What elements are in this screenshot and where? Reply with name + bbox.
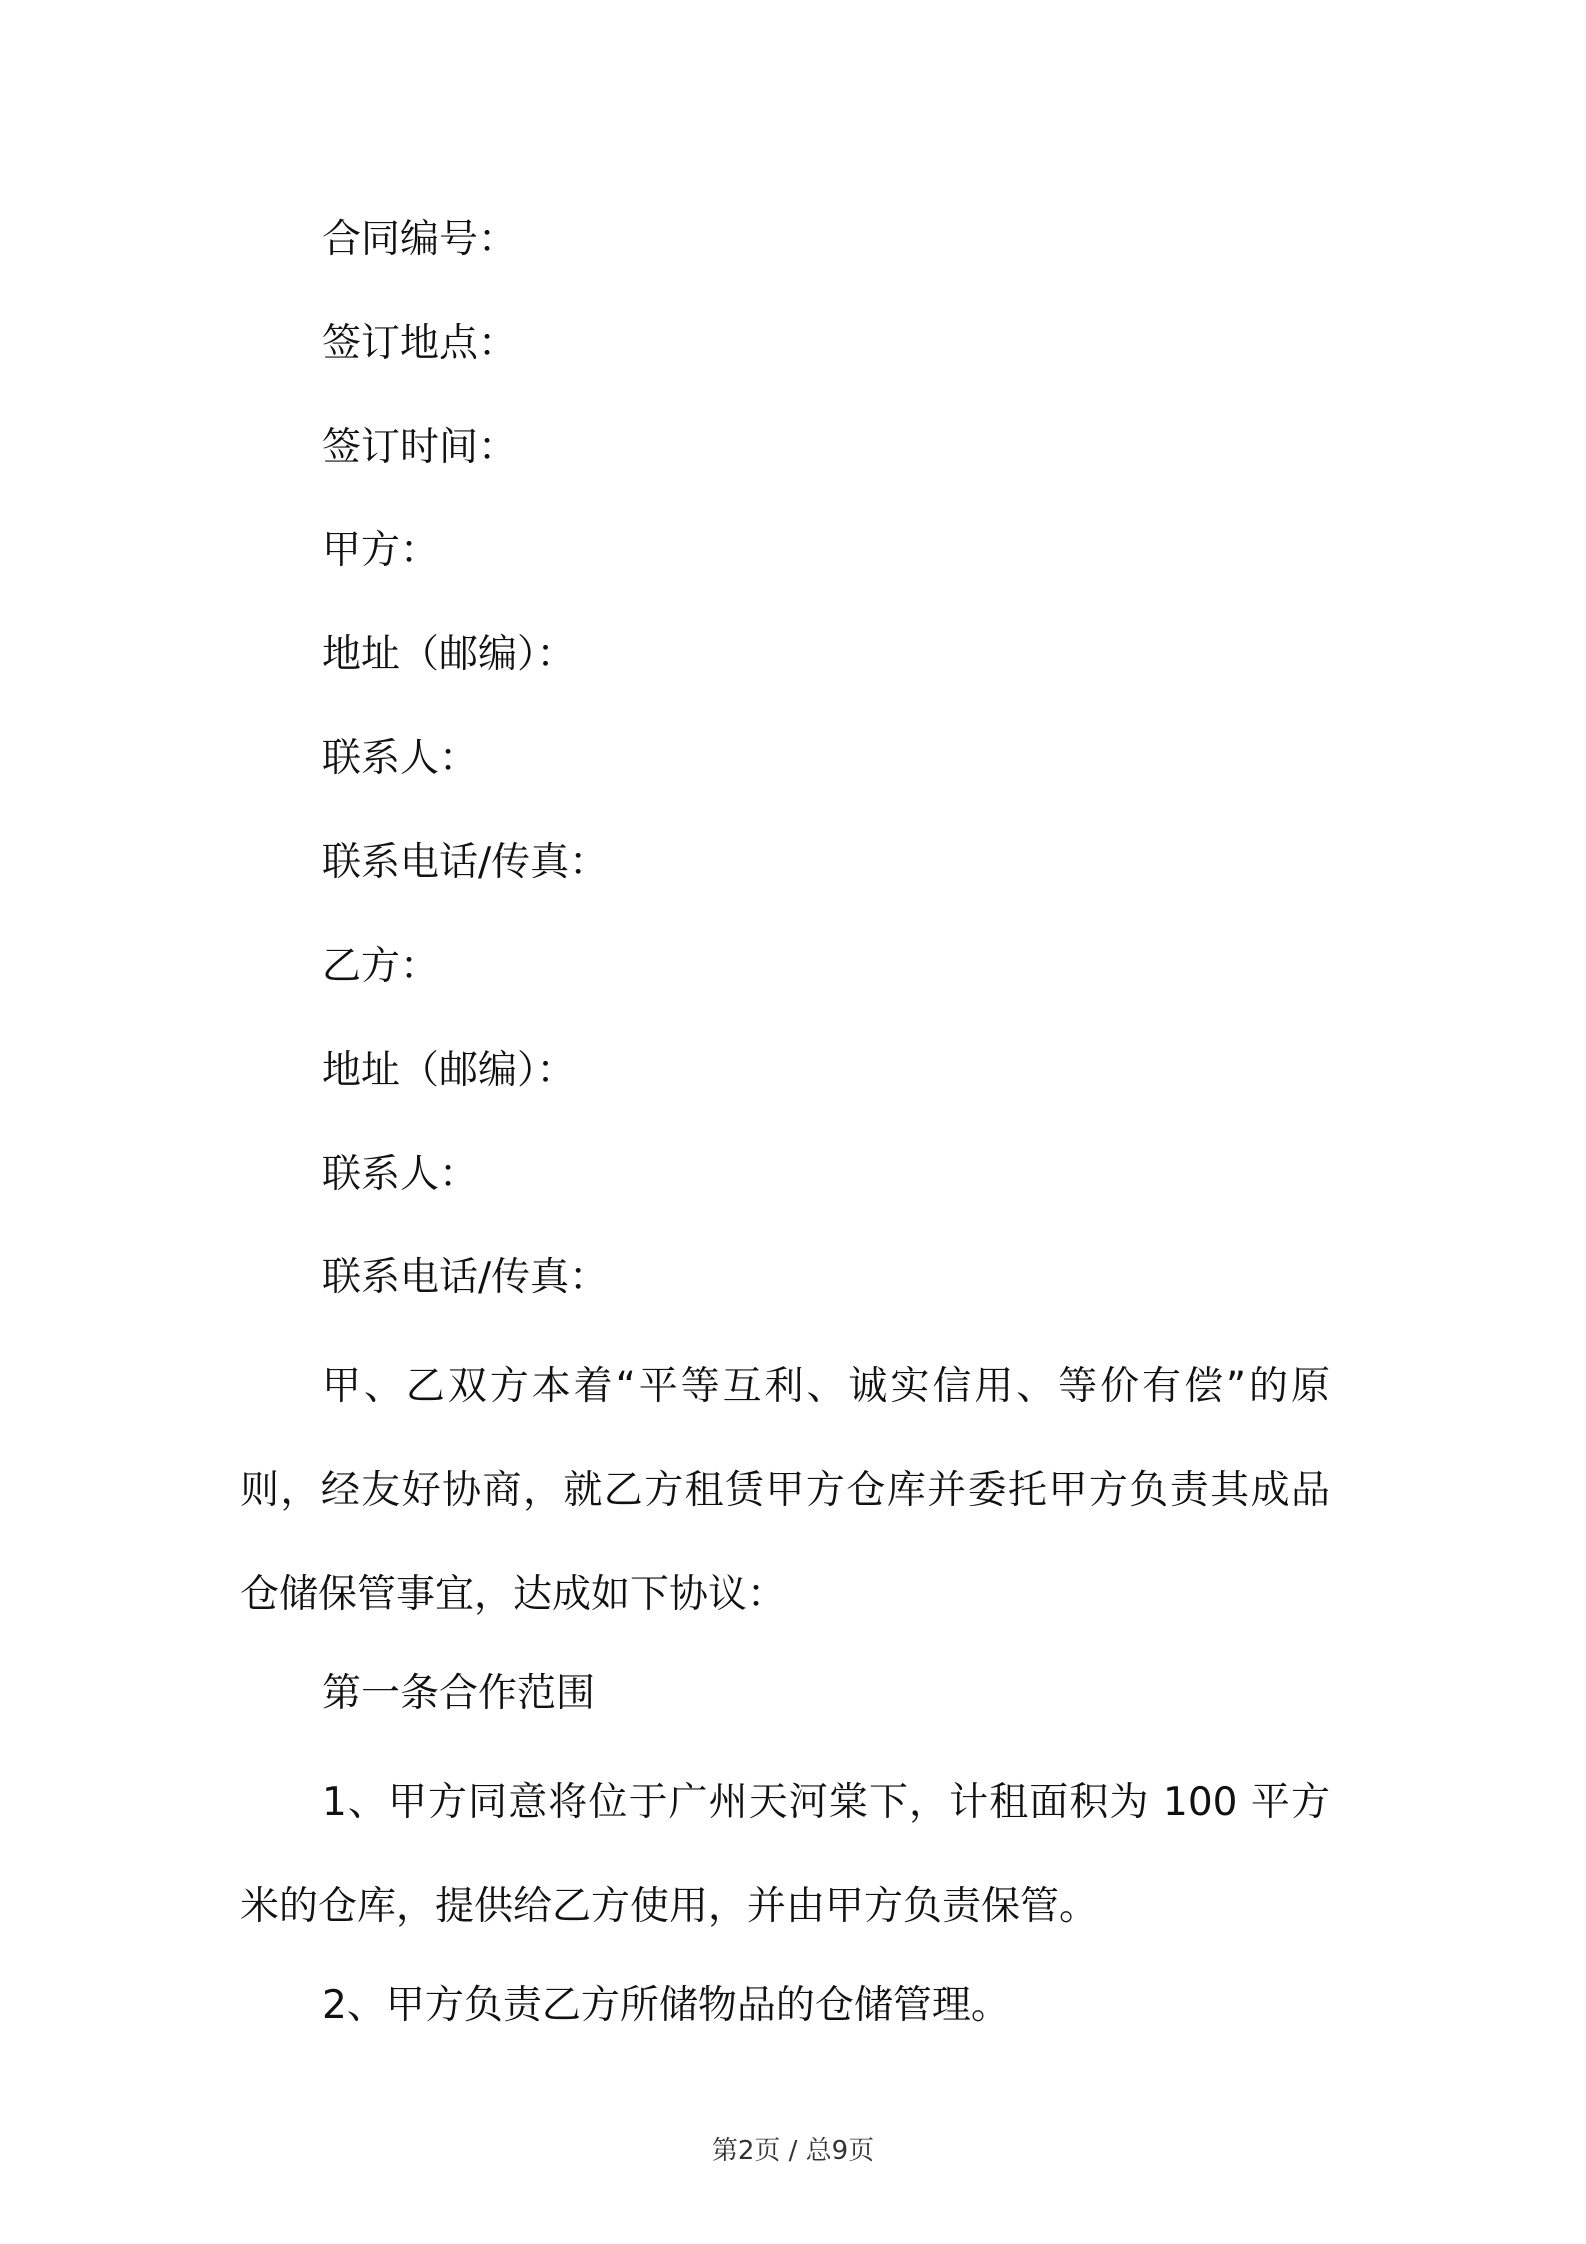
- party-a-label: 甲方：: [322, 528, 440, 573]
- party-b-phone-fax-label: 联系电话/传真：: [322, 1255, 609, 1300]
- preamble-paragraph: 甲、乙双方本着“平等互利、诚实信用、等价有偿”的原则，经友好协商，就乙方租赁甲方仓库并委托甲方负责其成品仓储保管事宜，达成如下协议：: [240, 1364, 1330, 1617]
- signing-time-label: 签订时间：: [322, 425, 518, 470]
- party-a-address-label: 地址（邮编）：: [322, 632, 576, 677]
- contract-number-label: 合同编号：: [322, 217, 518, 262]
- party-a-contact-label: 联系人：: [322, 736, 479, 781]
- party-a-phone-fax-label: 联系电话/传真：: [322, 840, 609, 885]
- article-1-clause-1: 1、甲方同意将位于广州天河棠下，计租面积为 100 平方米的仓库，提供给乙方使用，并由甲方负责保管。: [240, 1780, 1330, 1929]
- party-b-label: 乙方：: [322, 944, 440, 989]
- signing-place-label: 签订地点：: [322, 321, 518, 366]
- article-1-heading: 第一条合作范围: [322, 1671, 596, 1716]
- page-indicator: 第2页 / 总9页: [711, 2136, 875, 2166]
- party-b-contact-label: 联系人：: [322, 1152, 479, 1197]
- article-1-clause-2: 2、甲方负责乙方所储物品的仓储管理。: [322, 1983, 1010, 2028]
- party-b-address-label: 地址（邮编）：: [322, 1048, 576, 1093]
